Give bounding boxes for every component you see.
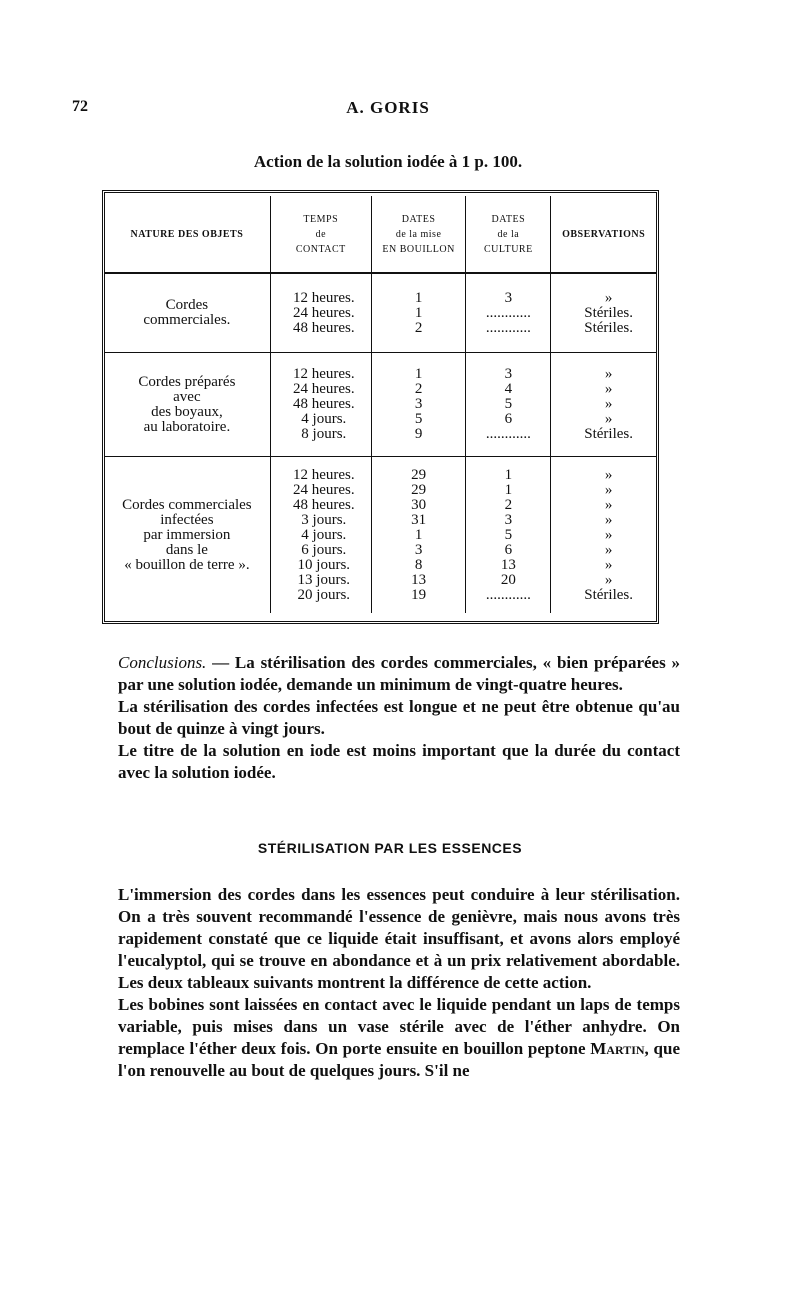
cell-observations: » » » » » » » » Stériles. [584,466,634,603]
cell-observations: » » » » Stériles. [551,353,656,457]
table-row [104,273,656,353]
conclusions-block [100,652,680,784]
conclusions-label: Conclusions. [118,653,207,672]
cell-mise: 29 29 30 31 1 3 8 13 19 [371,457,466,614]
cell-nature: Cordes préparés avec des boyaux, au laboratoire. [104,353,270,457]
cell-nature: Cordes commerciales. [104,273,270,353]
cell-culture: 1 1 2 3 5 6 13 20 ............ [466,457,551,614]
running-head-author: A. GORIS [346,98,430,117]
conclusions-paragraph: Conclusions. — La stérilisation des cordes commerciales, « bien préparées » par une solution iodée, demande un minimum de vingt-quatre heures. [118,653,680,694]
header-culture: DATES de la CULTURE [466,196,551,273]
cell-nature: Cordes commerciales infectées par immersion dans le « bouillon de terre ». [104,457,270,614]
table-row [104,353,656,457]
conclusions-paragraph-2: La stérilisation des cordes infectées est longue et ne peut être obtenue qu'au bout de quinze à vingt jours. [118,697,680,738]
results-table [104,196,656,613]
cell-temps: 12 heures. 24 heures. 48 heures. 4 jours. 8 jours. [270,353,371,457]
page-number: 72 [72,98,88,115]
cell-temps: 12 heures. 24 heures. 48 heures. [270,273,371,353]
cell-culture: 3 4 5 6 ............ [466,353,551,457]
cell-temps: 12 heures. 24 heures. 48 heures. 3 jours. 4 jours. 6 jours. 10 jours. 13 jours. 20 jours. [270,457,371,614]
table-header-row [104,196,656,273]
cell-mise: 1 2 3 5 9 [371,353,466,457]
section-paragraph-2: Les bobines sont laissées en contact avec le liquide pendant un laps de temps variable, puis mises dans un vase stérile avec de l'éther anhydre. On remplace l'éther deux fois. On porte ensuite en bouillon peptone Martin, que l'on renouvelle au bout de quelques jours. S'il ne [118,995,680,1080]
cell-mise: 1 1 2 [371,273,466,353]
running-head [0,98,800,122]
section-body [100,884,680,1082]
cell-observations: » Stériles. Stériles. [551,273,656,353]
section-paragraph-1: L'immersion des cordes dans les essences peut conduire à leur stérilisation. On a très souvent recommandé l'essence de genièvre, mais nous avons très rapidement constaté que ce liquide était insuffisant, et avons alors employé l'eucalyptol, qui se trouve en abondance et à un prix relativement abordable. Les deux tableaux suivants montrent la différence de cette action. [118,885,680,992]
table-row [104,457,656,614]
section-heading: STÉRILISATION PAR LES ESSENCES [257,840,523,856]
cell-culture: 3 ............ ............ [466,273,551,353]
header-temps: TEMPS de CONTACT [270,196,371,273]
table-title: Action de la solution iodée à 1 p. 100. [253,152,523,171]
header-nature: NATURE DES OBJETS [104,196,270,273]
header-mise: DATES de la mise EN BOUILLON [371,196,466,273]
header-observations: OBSERVATIONS [551,196,656,273]
conclusions-paragraph-3: Le titre de la solution en iode est moins important que la durée du contact avec la solution iodée. [118,741,680,782]
author-name-martin: Martin [590,1039,645,1058]
